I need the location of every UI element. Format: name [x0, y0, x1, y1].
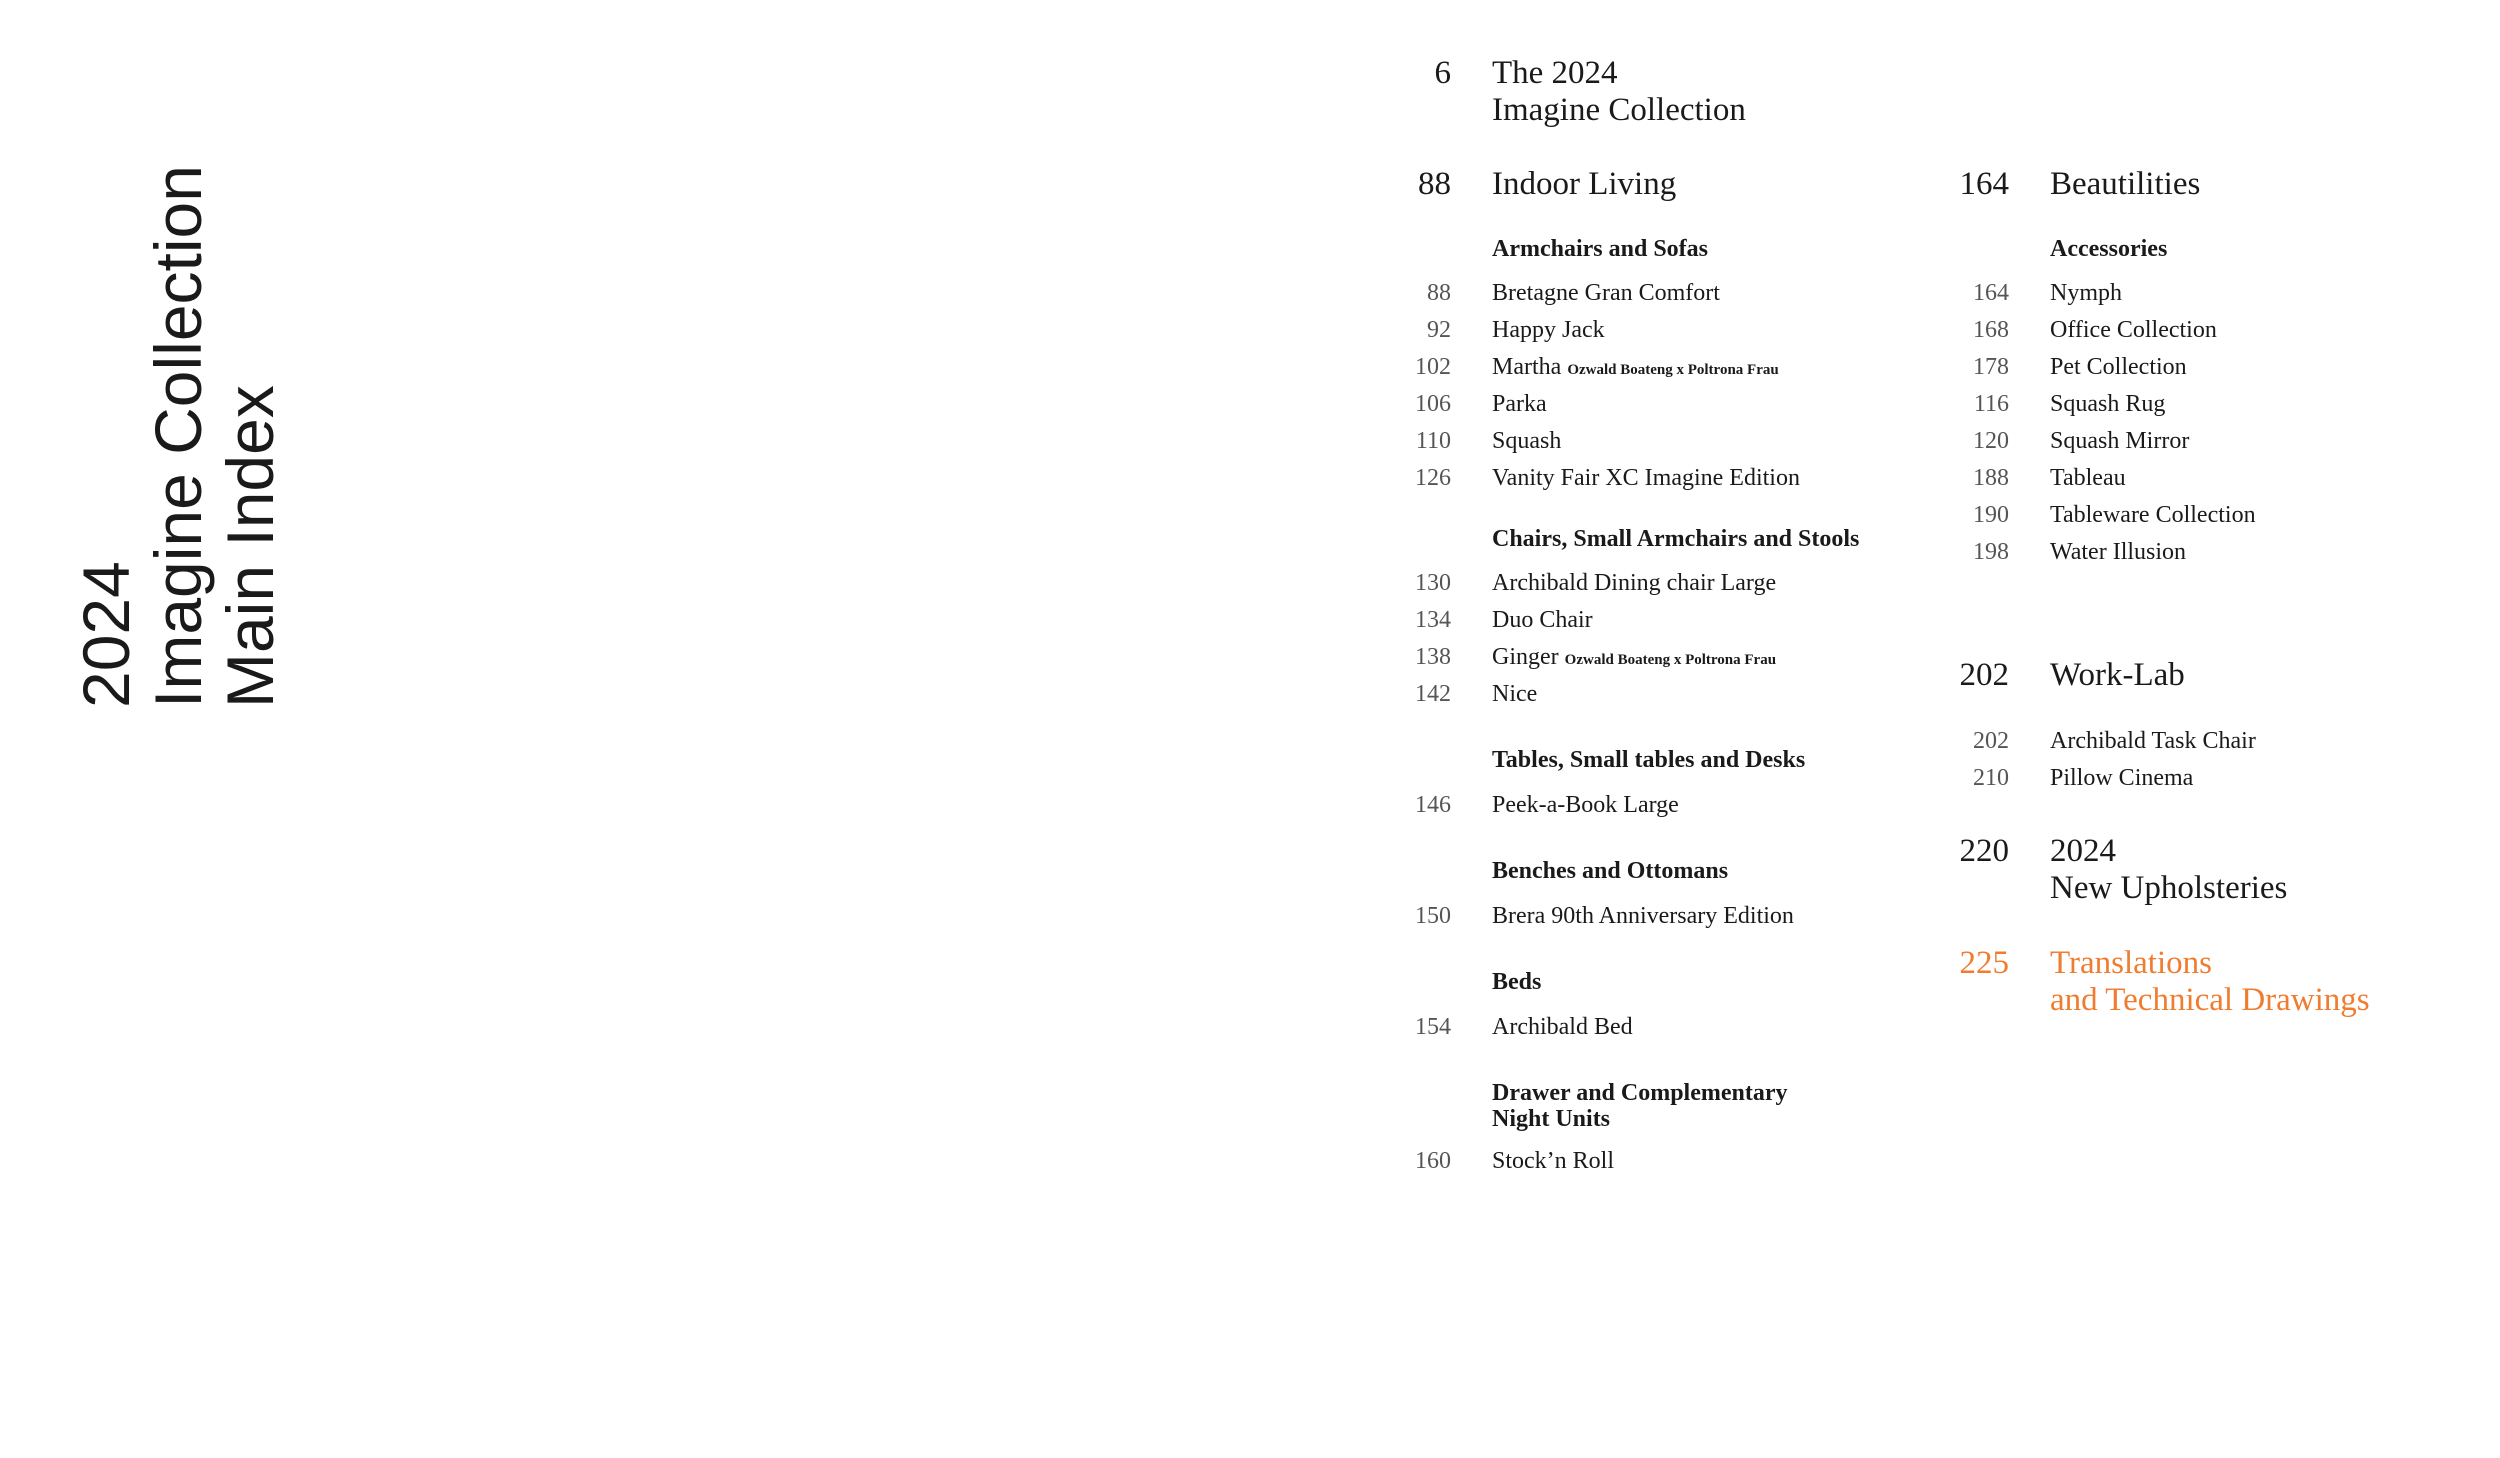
- item-page-number: 138: [1415, 644, 1451, 670]
- item-title: [1492, 349, 1779, 389]
- section-title: [1492, 166, 1676, 203]
- item-title: Archibald Task Chair: [2050, 728, 2256, 754]
- item-title-text: Vanity Fair XC Imagine Edition: [1492, 465, 1800, 491]
- item-title-text: Nice: [1492, 681, 1538, 707]
- item-page-number: 120: [1973, 428, 2009, 454]
- item-title: [1492, 898, 1794, 935]
- item-title-text: Brera 90th Anniversary Edition: [1492, 903, 1794, 929]
- page-number: 6: [1434, 55, 1451, 91]
- page-number: 164: [1959, 166, 2009, 202]
- item-title: [1492, 386, 1547, 423]
- item-page-number: 150: [1415, 903, 1451, 929]
- item-title: [1492, 423, 1561, 460]
- item-title: [1492, 676, 1537, 713]
- item-title: Office Collection: [2050, 317, 2217, 343]
- item-page-number: 88: [1427, 280, 1451, 306]
- item-title: [1492, 275, 1720, 312]
- item-title: Pet Collection: [2050, 354, 2187, 380]
- group-heading: Armchairs and Sofas: [1492, 236, 1709, 262]
- item-title: [1492, 602, 1593, 639]
- item-title: [1492, 565, 1776, 602]
- item-title-text: Archibald Bed: [1492, 1014, 1633, 1040]
- item-title-text: Archibald Dining chair Large: [1492, 570, 1777, 596]
- item-page-number: 202: [1973, 728, 2009, 754]
- designer-credit: Ozwald Boateng x Poltrona Frau: [1567, 362, 1779, 378]
- section-title: [1492, 55, 1746, 129]
- item-title: Squash Mirror: [2050, 428, 2190, 454]
- item-page-number: 146: [1415, 792, 1451, 818]
- item-title-text: Duo Chair: [1492, 607, 1593, 633]
- side-title: [70, 165, 286, 708]
- section-title: [2050, 166, 2200, 203]
- section-title-line1: 2024: [2050, 833, 2116, 869]
- item-title: Water Illusion: [2050, 539, 2187, 565]
- designer-credit: Ozwald Boateng x Poltrona Frau: [1564, 652, 1777, 668]
- item-title: [1492, 639, 1776, 679]
- item-page-number: 106: [1415, 391, 1451, 417]
- item-page-number: 110: [1415, 428, 1451, 454]
- section-title-line1: The 2024: [1492, 55, 1618, 91]
- item-title: [1492, 1143, 1614, 1180]
- item-page-number: 142: [1415, 681, 1451, 707]
- group-heading: Chairs, Small Armchairs and Stools: [1492, 526, 1860, 552]
- section-title-text: Beautilities: [2050, 166, 2201, 202]
- item-title: [1492, 1009, 1633, 1046]
- item-page-number: 168: [1973, 317, 2009, 343]
- item-title-text: Peek-a-Book Large: [1492, 792, 1679, 818]
- item-page-number: 178: [1973, 354, 2009, 380]
- item-page-number: 126: [1415, 465, 1451, 491]
- item-title: [1492, 460, 1800, 497]
- item-title: Nymph: [2050, 280, 2122, 306]
- item-page-number: 190: [1973, 502, 2009, 528]
- group-heading-line1: Drawer and Complementary: [1492, 1080, 1788, 1106]
- section-title: [2050, 833, 2287, 907]
- item-page-number: 160: [1415, 1148, 1451, 1174]
- section-title-line2: New Upholsteries: [2050, 870, 2288, 906]
- item-page-number: 164: [1973, 280, 2009, 306]
- item-title-text: Ginger: [1492, 644, 1559, 670]
- item-title-text: Happy Jack: [1492, 317, 1605, 343]
- side-title-collection: Imagine Collection: [141, 165, 215, 708]
- group-heading: Tables, Small tables and Desks: [1492, 747, 1806, 773]
- item-page-number: 116: [1973, 391, 2009, 417]
- item-title: Squash Rug: [2050, 391, 2166, 417]
- section-title-text: Indoor Living: [1492, 166, 1677, 202]
- page-number: 220: [1959, 833, 2009, 869]
- group-heading: Accessories: [2050, 236, 2168, 262]
- item-page-number: 134: [1415, 607, 1451, 633]
- group-heading: Beds: [1492, 969, 1542, 995]
- section-title-line1: Translations: [2050, 945, 2212, 981]
- item-title-text: Bretagne Gran Comfort: [1492, 280, 1720, 306]
- item-page-number: 102: [1415, 354, 1451, 380]
- item-title: [1492, 312, 1605, 349]
- section-title: [2050, 945, 2370, 1019]
- section-title-line2: Imagine Collection: [1492, 92, 1746, 128]
- item-page-number: 154: [1415, 1014, 1451, 1040]
- item-page-number: 130: [1415, 570, 1451, 596]
- side-title-main-index: Main Index: [213, 385, 287, 708]
- item-page-number: 188: [1973, 465, 2009, 491]
- item-title: [1492, 787, 1679, 824]
- group-heading: [1492, 1080, 1788, 1132]
- section-title-line2: and Technical Drawings: [2050, 982, 2370, 1018]
- item-title-text: Martha: [1492, 354, 1562, 380]
- page-number: 88: [1418, 166, 1451, 202]
- group-heading-line2: Night Units: [1492, 1106, 1611, 1132]
- item-title-text: Squash: [1492, 428, 1562, 454]
- page-number: 225: [1959, 945, 2009, 981]
- group-heading: Benches and Ottomans: [1492, 858, 1729, 884]
- item-title: Pillow Cinema: [2050, 765, 2194, 791]
- item-title-text: Stock’n Roll: [1492, 1148, 1615, 1174]
- item-page-number: 198: [1973, 539, 2009, 565]
- item-title: Tableware Collection: [2050, 502, 2256, 528]
- section-title-text: Work-Lab: [2050, 657, 2185, 693]
- side-title-year: 2024: [69, 561, 143, 708]
- section-title: [2050, 657, 2185, 694]
- item-title-text: Parka: [1492, 391, 1547, 417]
- item-title: Tableau: [2050, 465, 2126, 491]
- item-page-number: 92: [1427, 317, 1451, 343]
- page-number: 202: [1959, 657, 2009, 693]
- item-page-number: 210: [1973, 765, 2009, 791]
